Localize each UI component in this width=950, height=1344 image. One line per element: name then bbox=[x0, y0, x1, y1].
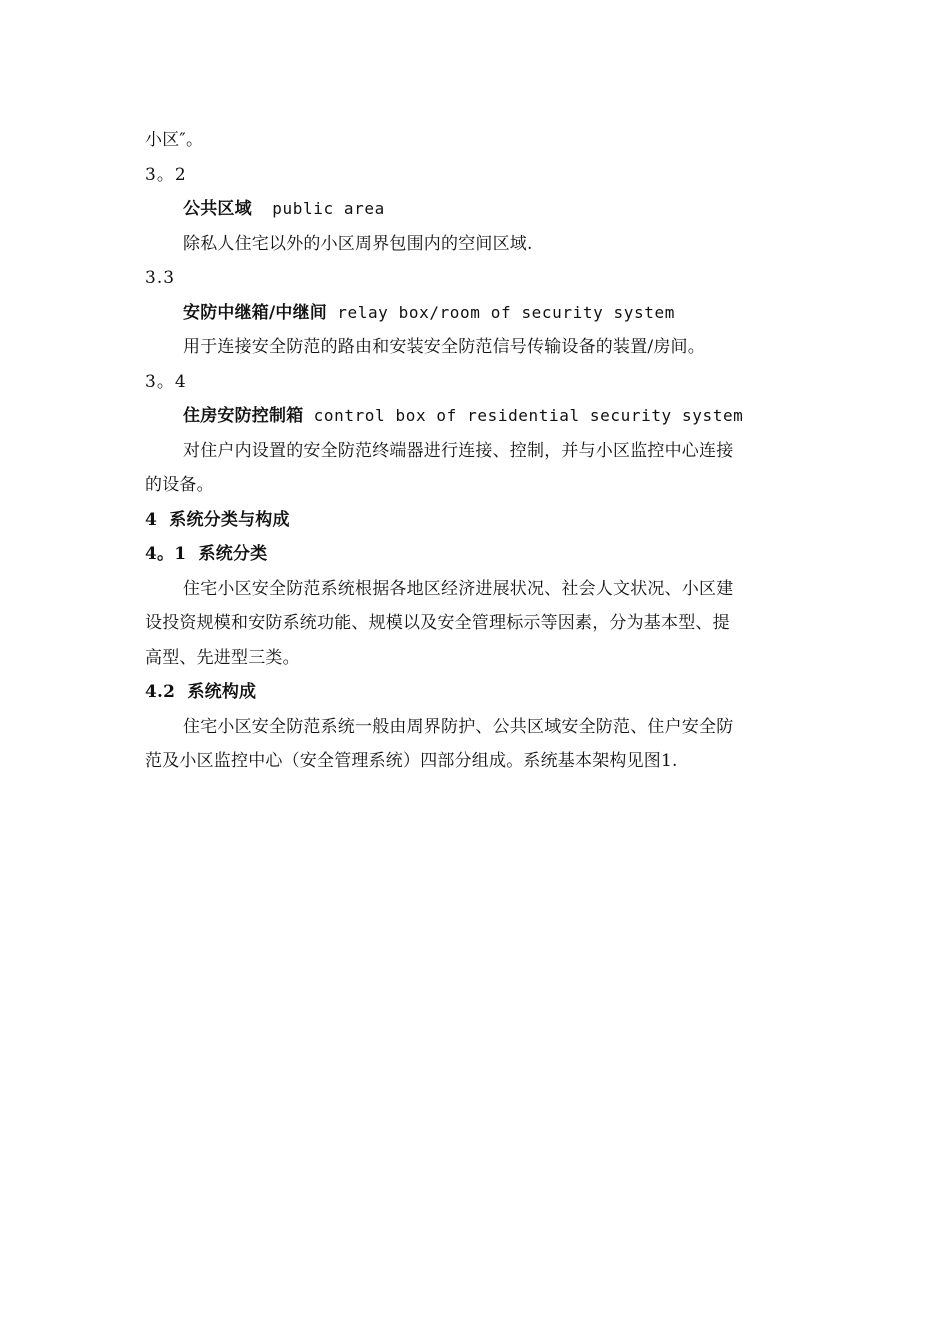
term-en: relay box/room of security system bbox=[337, 302, 675, 322]
document-body bbox=[145, 123, 810, 779]
section-number: 3。2 bbox=[145, 164, 187, 185]
subsection-heading bbox=[145, 537, 810, 572]
term-en: public area bbox=[272, 199, 385, 218]
subsection-title: 系统构成 bbox=[187, 682, 257, 702]
term-en-spacer bbox=[252, 199, 272, 218]
chapter-heading bbox=[145, 503, 810, 538]
chapter-number: 4 bbox=[145, 509, 158, 530]
heading-spacer bbox=[175, 682, 187, 702]
term-en-spacer bbox=[327, 303, 337, 322]
subsection-number: 4.2 bbox=[145, 682, 176, 702]
term-cn: 安防中继箱/中继间 bbox=[183, 302, 328, 323]
section-number: 3。4 bbox=[145, 371, 187, 392]
section-number: 3.3 bbox=[145, 268, 176, 288]
subsection-heading bbox=[145, 675, 810, 710]
paragraph-line: 高型、先进型三类。 bbox=[145, 647, 300, 668]
paragraph-line: 住宅小区安全防范系统根据各地区经济进展状况、社会人文状况、小区建 bbox=[183, 578, 734, 599]
paragraph-line: 设投资规模和安防系统功能、规模以及安全管理标示等因素，分为基本型、提 bbox=[145, 613, 730, 633]
term-cn: 住房安防控制箱 bbox=[183, 406, 304, 426]
subsection-number: 4。1 bbox=[145, 544, 187, 564]
heading-spacer bbox=[157, 510, 169, 530]
chapter-title: 系统分类与构成 bbox=[169, 509, 290, 530]
heading-spacer bbox=[186, 544, 198, 564]
paragraph-line: 范及小区监控中心（安全管理系统）四部分组成。系统基本架构见图1. bbox=[145, 751, 678, 771]
term-en: control box of residential security system bbox=[313, 406, 744, 425]
continuation-text: 小区″。 bbox=[145, 130, 204, 150]
term-heading bbox=[145, 192, 810, 227]
term-heading bbox=[145, 296, 810, 331]
term-cn: 公共区域 bbox=[183, 199, 252, 219]
subsection-title: 系统分类 bbox=[198, 544, 268, 564]
term-heading bbox=[145, 399, 810, 434]
term-definition: 用于连接安全防范的路由和安装安全防范信号传输设备的装置/房间。 bbox=[183, 337, 705, 357]
term-definition: 除私人住宅以外的小区周界包围内的空间区域. bbox=[183, 233, 533, 254]
term-definition-line: 对住户内设置的安全防范终端器进行连接、控制，并与小区监控中心连接 bbox=[183, 440, 734, 461]
term-definition-line: 的设备。 bbox=[145, 475, 214, 495]
term-en-spacer bbox=[303, 406, 313, 425]
paragraph-line: 住宅小区安全防范系统一般由周界防护、公共区域安全防范、住户安全防 bbox=[183, 716, 734, 737]
